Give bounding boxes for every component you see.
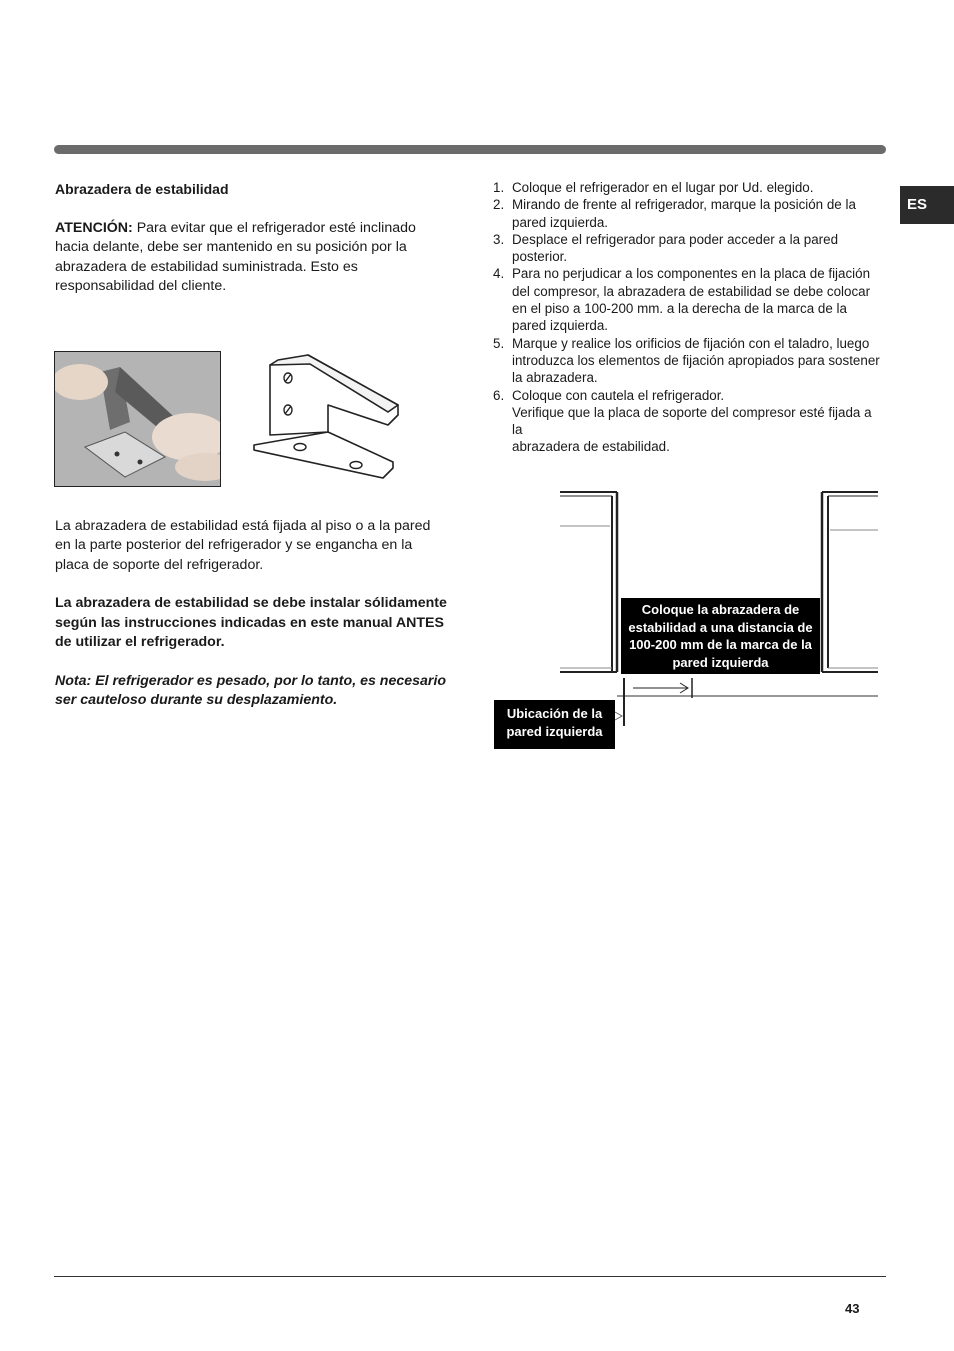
list-item: 4. Para no perjudicar a los componentes en la placa de fijación del compresor, la abrazadera de estabilidad se debe colocar en el piso a 100-200 mm. a la derecha de la marca de la pared izquierda.: [493, 266, 871, 334]
bracket-description: La abrazadera de estabilidad está fijada al piso o a la pared en la parte posterior del refrigerador y se engancha en la placa de soporte del refrigerador.: [55, 517, 431, 573]
header-rule: [54, 145, 886, 154]
list-item: 1. Coloque el refrigerador en el lugar por Ud. elegido.: [493, 180, 814, 195]
installation-steps: [490, 179, 880, 456]
attention-label: ATENCIÓN:: [55, 219, 133, 236]
weight-note: Nota: El refrigerador es pesado, por lo tanto, es necesario ser cauteloso durante su desplazamiento.: [55, 672, 447, 708]
list-item: 5. Marque y realice los orificios de fijación con el taladro, luego introduzca los elementos de fijación apropiados para sostener la abrazadera.: [493, 335, 880, 386]
language-tab: ES: [900, 186, 954, 224]
list-item: 6. Coloque con cautela el refrigerador. Verifique que la placa de soporte del compresor esté fijada a la abrazadera de estabilidad.: [493, 387, 872, 455]
bracket-distance-callout: Coloque la abrazadera de estabilidad a una distancia de 100-200 mm de la marca de la pared izquierda: [621, 598, 820, 674]
installation-photo: [54, 351, 221, 487]
install-warning: La abrazadera de estabilidad se debe instalar sólidamente según las instrucciones indicadas en este manual ANTES de utilizar el refrigerador.: [55, 595, 447, 650]
left-wall-callout: Ubicación de la pared izquierda: [494, 700, 615, 749]
list-item: 3. Desplace el refrigerador para poder acceder a la pared posterior.: [493, 231, 839, 265]
attention-paragraph: [55, 219, 450, 297]
list-item: 2. Mirando de frente al refrigerador, marque la posición de la pared izquierda.: [493, 197, 856, 230]
page-number: 43: [845, 1301, 860, 1316]
hand-holding-bracket-illustration: [55, 352, 221, 487]
section-title: Abrazadera de estabilidad: [55, 181, 229, 197]
footer-rule: [54, 1276, 886, 1277]
stability-bracket-drawing: [248, 350, 403, 480]
attention-text: Para evitar que el refrigerador esté inclinado hacia delante, debe ser mantenido en su posición por la abrazadera de estabilidad suministrada. Esto es responsabilidad del cliente.: [55, 219, 416, 294]
